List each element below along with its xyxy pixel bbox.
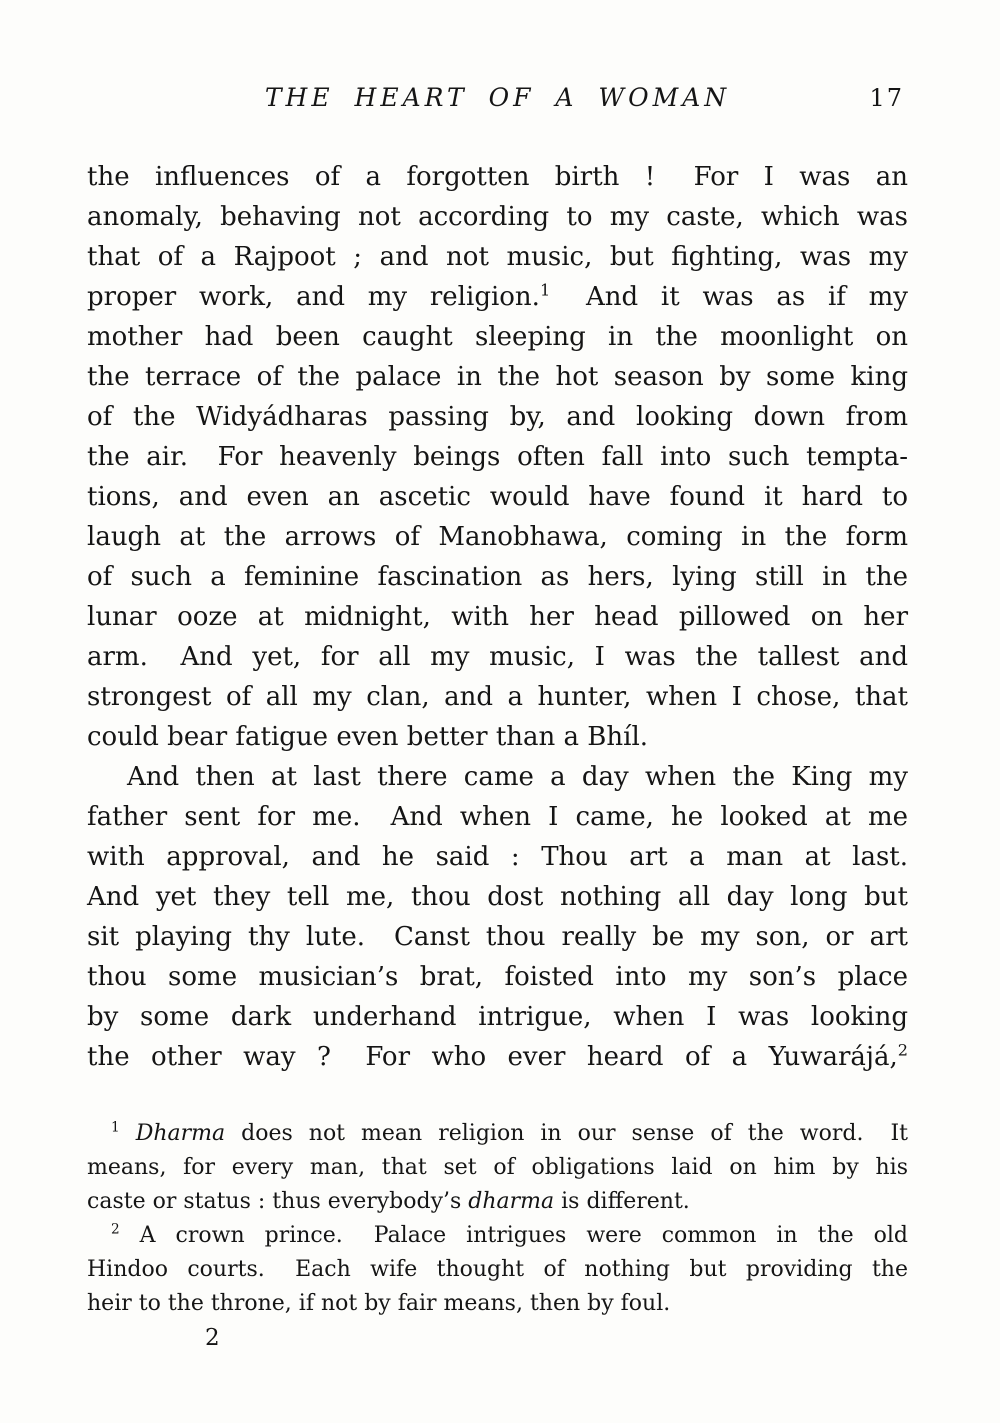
footnote-marker: 1 xyxy=(111,1119,120,1136)
footnote-marker: 2 xyxy=(897,1040,908,1060)
text-segment: thou some musician’s brat, foisted into my son’s place xyxy=(87,962,908,992)
text-line xyxy=(87,1117,908,1151)
text-segment: could bear fatigue even better than a Bhíl. xyxy=(87,722,649,752)
text-line xyxy=(87,757,908,797)
text-segment: tions, and even an ascetic would have found it hard to xyxy=(87,482,908,512)
text-segment: does not mean religion in our sense of the word. It xyxy=(225,1121,908,1146)
text-line xyxy=(87,677,908,717)
page-number: 17 xyxy=(869,84,904,112)
text-line xyxy=(87,837,908,877)
text-line xyxy=(87,1185,908,1219)
text-segment: And then at last there came a day when the King my xyxy=(127,762,908,792)
text-line xyxy=(87,437,908,477)
text-segment xyxy=(120,1121,136,1146)
text-segment: the other way ? For who ever heard of a Yuwarájá, xyxy=(87,1042,898,1072)
text-segment: means, for every man, that set of obligations laid on him by his xyxy=(87,1155,908,1180)
text-line xyxy=(87,277,908,317)
text-segment: And yet they tell me, thou dost nothing all day long but xyxy=(87,882,908,912)
text-line xyxy=(87,1287,908,1321)
text-line xyxy=(87,237,908,277)
text-line xyxy=(87,357,908,397)
text-line xyxy=(87,197,908,237)
text-segment: the terrace of the palace in the hot season by some king xyxy=(87,362,908,392)
text-segment: is different. xyxy=(554,1189,690,1214)
text-line xyxy=(87,957,908,997)
text-line xyxy=(87,157,908,197)
text-segment: by some dark underhand intrigue, when I was looking xyxy=(87,1002,908,1032)
text-segment: arm. And yet, for all my music, I was the tallest and xyxy=(87,642,908,672)
footnotes xyxy=(87,1117,908,1321)
text-segment: that of a Rajpoot ; and not music, but fighting, was my xyxy=(87,242,908,272)
running-head xyxy=(87,84,908,112)
text-segment: with approval, and he said : Thou art a man at last. xyxy=(87,842,908,872)
text-line xyxy=(87,997,908,1037)
text-segment: father sent for me. And when I came, he looked at me xyxy=(87,802,908,832)
text-segment: anomaly, behaving not according to my caste, which was xyxy=(87,202,908,232)
footnote-marker: 2 xyxy=(111,1221,120,1238)
text-line xyxy=(87,477,908,517)
text-segment: caste or status : thus everybody’s xyxy=(87,1189,469,1214)
text-line xyxy=(87,317,908,357)
text-segment: heir to the throne, if not by fair means, then by foul. xyxy=(87,1291,671,1316)
text-line xyxy=(87,397,908,437)
text-segment: the air. For heavenly beings often fall into such tempta- xyxy=(87,442,908,472)
text-segment: mother had been caught sleeping in the moonlight on xyxy=(87,322,908,352)
text-segment: proper work, and my religion. xyxy=(87,282,540,312)
text-segment: strongest of all my clan, and a hunter, when I chose, that xyxy=(87,682,908,712)
text-line xyxy=(87,597,908,637)
text-line xyxy=(87,1037,908,1077)
page-title: THE HEART OF A WOMAN xyxy=(264,83,731,112)
page-content xyxy=(87,84,908,1355)
text-segment: lunar ooze at midnight, with her head pillowed on her xyxy=(87,602,908,632)
text-segment: Hindoo courts. Each wife thought of nothing but providing the xyxy=(87,1257,908,1282)
text-line xyxy=(87,917,908,957)
footnote-marker: 1 xyxy=(539,280,551,300)
text-segment: Dharma xyxy=(135,1121,226,1146)
text-segment: dharma xyxy=(468,1189,555,1214)
text-segment: sit playing thy lute. Canst thou really be my son, or art xyxy=(87,922,908,952)
text-line xyxy=(87,637,908,677)
body-text xyxy=(87,157,908,1077)
text-segment: the influences of a forgotten birth ! For I was an xyxy=(87,162,908,192)
text-line xyxy=(87,517,908,557)
signature-mark: 2 xyxy=(205,1325,220,1351)
text-line xyxy=(87,877,908,917)
text-line xyxy=(87,1151,908,1185)
text-line xyxy=(87,1219,908,1253)
text-segment: laugh at the arrows of Manobhawa, coming in the form xyxy=(87,522,908,552)
text-segment: of the Widyádharas passing by, and looking down from xyxy=(87,402,908,432)
text-line xyxy=(87,797,908,837)
text-line xyxy=(87,557,908,597)
text-line xyxy=(87,1253,908,1287)
text-segment: And it was as if my xyxy=(550,282,908,312)
text-segment: A crown prince. Palace intrigues were common in the old xyxy=(119,1223,908,1248)
text-segment: of such a feminine fascination as hers, lying still in the xyxy=(87,562,908,592)
text-line xyxy=(87,717,908,757)
